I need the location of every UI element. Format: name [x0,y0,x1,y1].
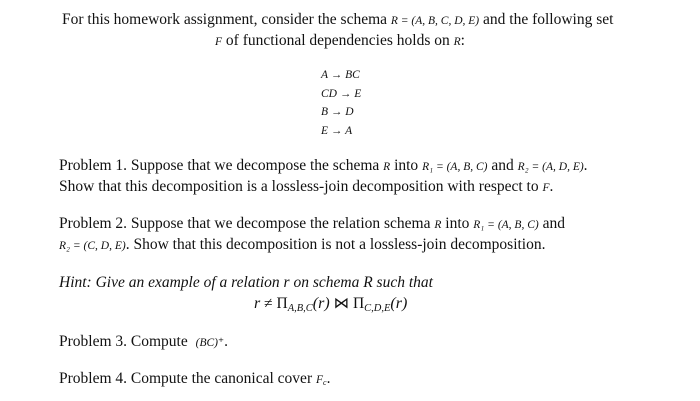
problem-2-into: into [445,215,470,232]
formula-r-2: (r) [390,295,408,312]
formula-r: r [254,295,261,312]
problem-4-F: F [315,374,324,386]
symbol-R: R [453,36,461,48]
problem-1-line-1 [59,157,588,176]
fd-2: CD → E [321,88,362,100]
problem-2-label: Problem 2. [59,215,128,232]
problem-2-line-2 [59,236,545,255]
problem-1-period: . [583,157,588,174]
schema-R: R = (A, B, C, D, E) [390,15,480,27]
problem-1-R: R [383,161,391,173]
problem-4-text: Compute the canonical cover [130,370,313,387]
problem-4-sub: c [323,378,327,387]
problem-2-text: Suppose that we decompose the relation schema [130,215,431,232]
formula-pi-1: Π [276,295,288,312]
formula-neq: ≠ [264,295,273,312]
intro-text-1: For this homework assignment, consider the schema [62,11,388,28]
problem-1-line-2 [59,178,553,197]
problem-2-line-1 [59,215,565,234]
problem-1-and: and [491,157,514,174]
intro-text-2: and the following set [483,11,614,28]
problem-2-text-2: . Show that this decomposition is not a lossless-join decomposition. [125,236,546,253]
intro-line-1 [62,11,613,30]
fd-1: A → BC [321,69,360,81]
problem-2-R: R [434,219,442,231]
problem-3-expr: (BC)⁺ [195,337,225,349]
problem-4-end: . [326,370,331,387]
formula-r-1: (r) [312,295,330,312]
problem-1-text-2: Show that this decomposition is a lossless-join decomposition with respect to [59,178,539,195]
problem-1-R1: R₁ = (A, B, C) [422,161,488,173]
problem-4-line [59,370,330,390]
formula-pi-2: Π [352,295,365,312]
hint-line: Hint: Give an example of a relation r on schema R such that [59,274,433,291]
problem-3-text: Compute [130,333,188,350]
problem-3-line [59,333,228,352]
problem-1-R2: R₂ = (A, D, E) [517,161,584,173]
problem-1-label: Problem 1. [59,157,128,174]
symbol-F: F [215,36,223,48]
problem-3-end: . [224,333,228,350]
hint-formula [254,295,407,315]
fd-4: E → A [321,125,353,137]
formula-pi-1-sub: A,B,C [287,303,313,314]
problem-1-text: Suppose that we decompose the schema [130,157,380,174]
intro-line-2 [215,32,465,51]
problem-2-R1: R₁ = (A, B, C) [473,219,539,231]
problem-1-end: . [549,178,554,195]
formula-join: ⋈ [333,295,350,312]
problem-2-R2: R₂ = (C, D, E) [59,240,126,252]
problem-2-and: and [542,215,565,232]
fd-3: B → D [321,106,354,118]
problem-3-label: Problem 3. [59,333,128,350]
intro-text-3: of functional dependencies holds on [225,32,450,49]
problem-1-into: into [394,157,419,174]
colon: : [460,32,465,49]
formula-pi-2-sub: C,D,E [364,303,391,314]
problem-4-label: Problem 4. [59,370,128,387]
problem-1-F: F [542,182,550,194]
